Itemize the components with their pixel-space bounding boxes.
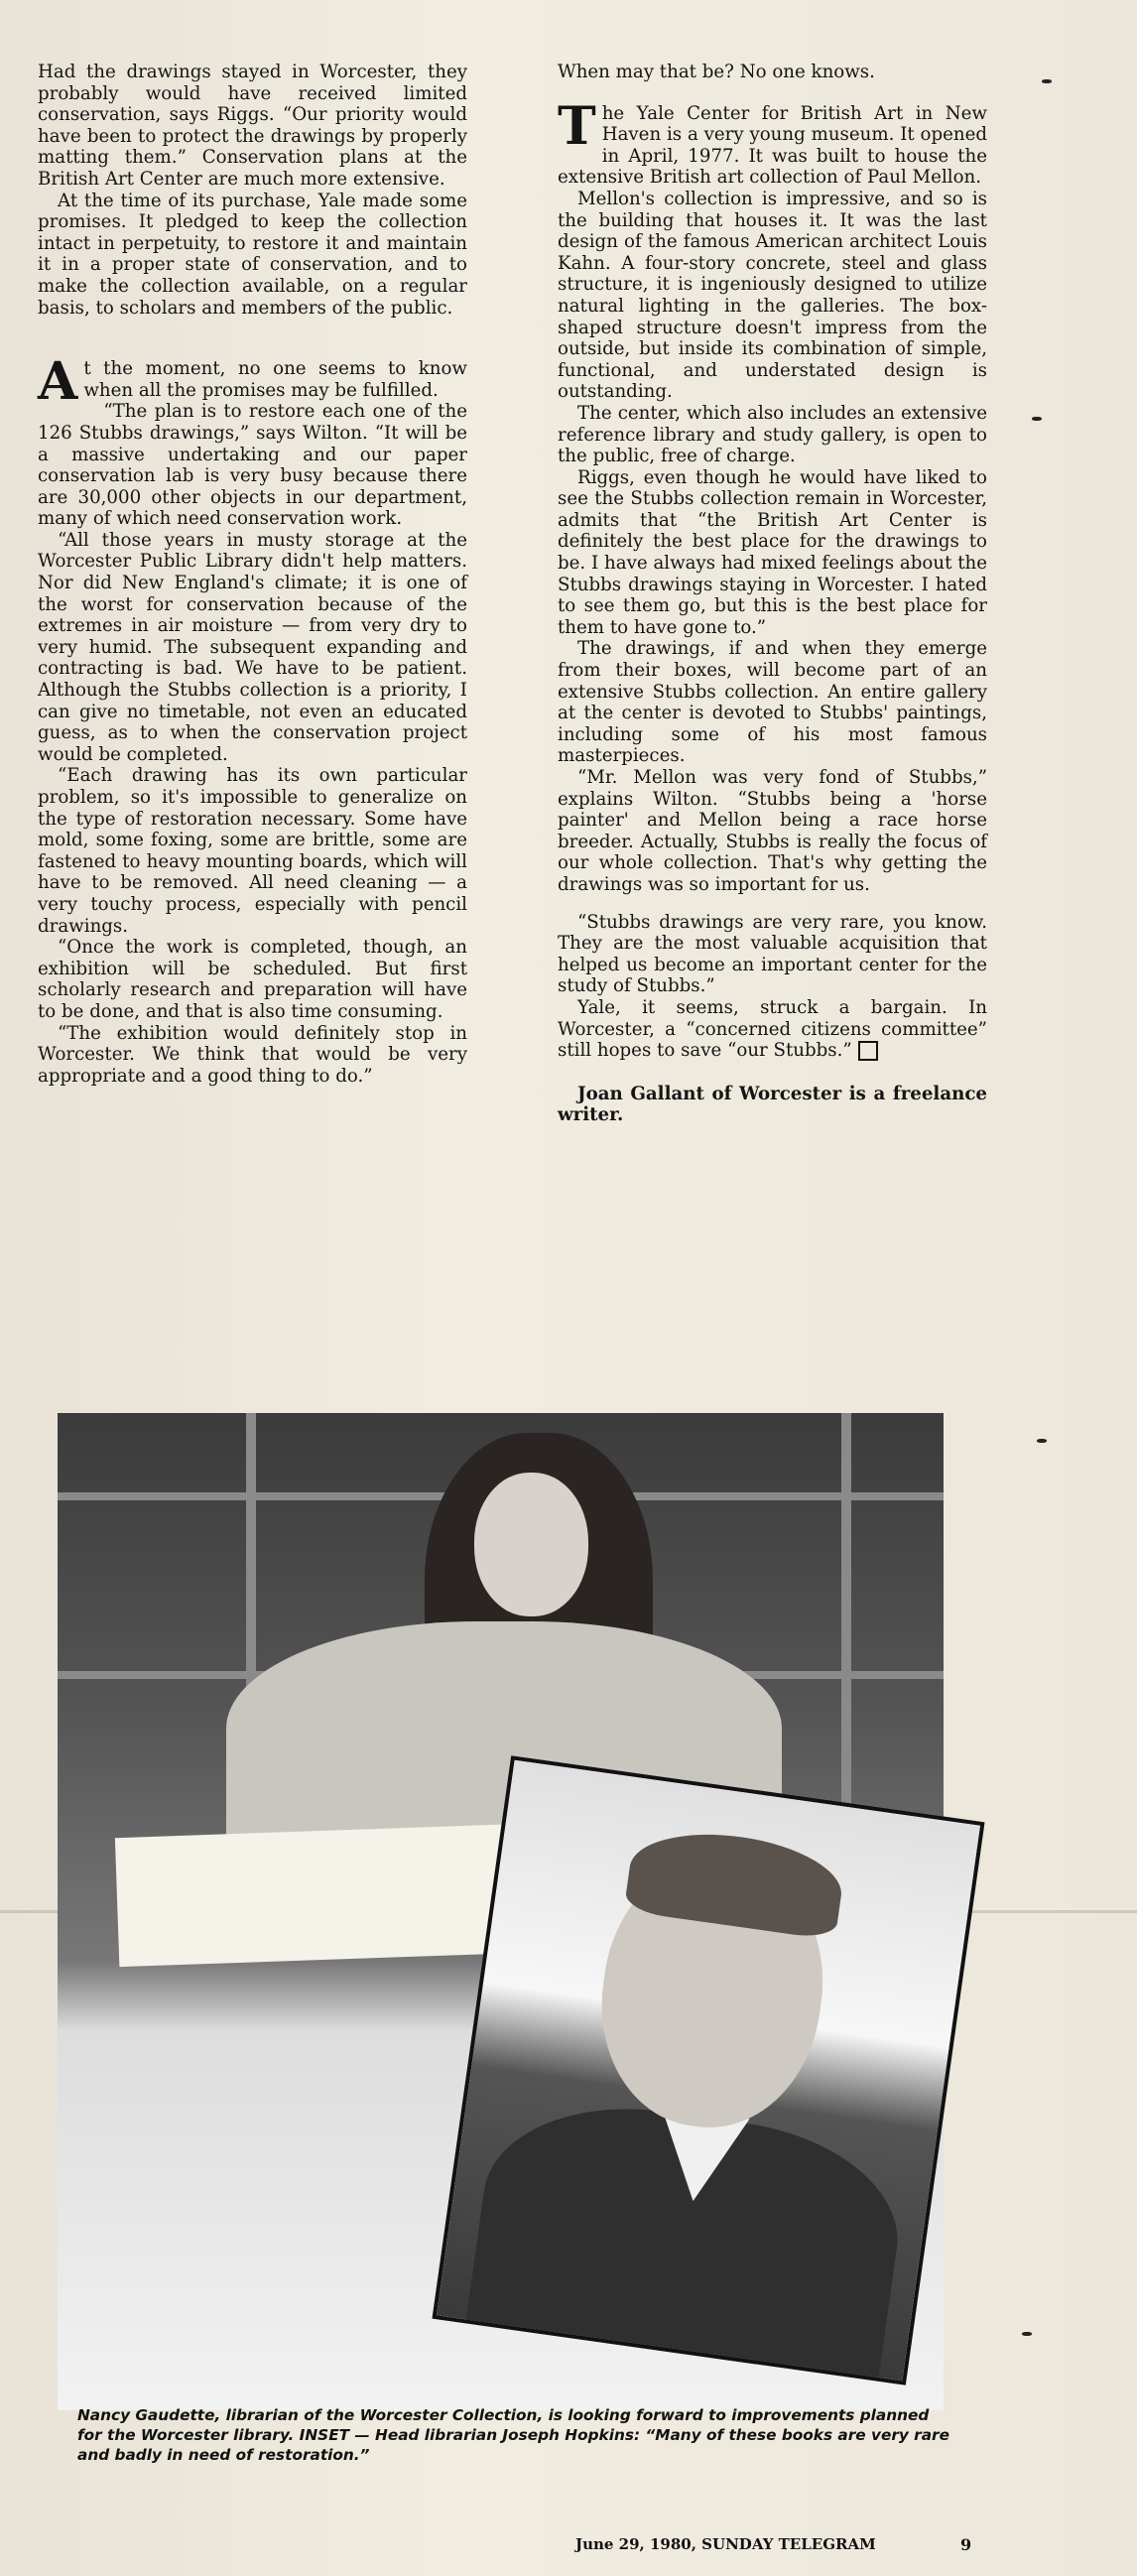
right-column [558, 62, 987, 1126]
paragraph: Mellon's collection is impressive, and so is the building that houses it. It was the last design of the famous American architect Louis Kahn. A four-story concrete, steel and glass structure, it is ingeniously designed to utilize natural lighting in the galleries. The box-shaped structure doesn't impress from the outside, but inside its combination of simple, functional, and understated design is outstanding. [558, 188, 987, 403]
paragraph-dropcap [38, 351, 467, 413]
dropcap: T [558, 95, 596, 157]
shelf-post [841, 1413, 851, 1810]
paragraph: “The plan is to restore each one of the 126 Stubbs drawings,” says Wilton. “It will be a massive undertaking and our paper conservation lab is very busy because there are 30,000 other objects in our department, many of which need conservation work. [38, 401, 467, 530]
librarian-face [474, 1473, 588, 1616]
paragraph: “Once the work is completed, though, an exhibition will be scheduled. But first scholarly research and preparation will have to be done, and that is also time consuming. [38, 937, 467, 1022]
paragraph: The center, which also includes an extensive reference library and study gallery, is open to the public, free of charge. [558, 402, 987, 467]
paragraph-final [558, 997, 987, 1062]
paragraph-text: he Yale Center for British Art in New Haven is a very young museum. It opened in April, 1977. It was built to house the extensive British art collection of Paul Mellon. [558, 102, 987, 189]
left-column [38, 62, 467, 1087]
photo-caption: Nancy Gaudette, librarian of the Worcester Collection, is looking forward to improvements planned for the Worcester library. INSET — Head librarian Joseph Hopkins: “Many of these books are very rare and badly in need of restoration.” [77, 2406, 949, 2464]
paragraph: At the time of its purchase, Yale made some promises. It pledged to keep the collection intact in perpetuity, to restore it and maintain it in a proper state of conservation, and to make the collection available, on a regular basis, to scholars and members of the public. [38, 190, 467, 319]
inset-photo [432, 1755, 984, 2385]
ink-speck [1032, 417, 1042, 421]
ink-speck [1037, 1439, 1047, 1443]
paragraph: When may that be? No one knows. [558, 62, 875, 82]
paragraph-text: Yale, it seems, struck a bargain. In Worcester, a “concerned citizens committee” still hopes to save “our Stubbs.” [558, 996, 987, 1062]
paragraph-text: t the moment, no one seems to know when all the promises may be fulfilled. [83, 358, 467, 401]
byline: Joan Gallant of Worcester is a freelance writer. [558, 1083, 987, 1126]
dropcap: A [38, 351, 78, 413]
paragraph: Had the drawings stayed in Worcester, they probably would have received limited conservation, says Riggs. “Our priority would have been to protect the drawings by properly matting them.” Conservation plans at the British Art Center are much more extensive. [38, 62, 467, 190]
paragraph-dropcap [558, 95, 987, 189]
paragraph: “The exhibition would definitely stop in Worcester. We think that would be very appropriate and a good thing to do.” [38, 1022, 467, 1087]
page-dateline: June 29, 1980, SUNDAY TELEGRAM [575, 2535, 876, 2553]
page-number: 9 [960, 2535, 972, 2554]
paragraph: “Each drawing has its own particular problem, so it's impossible to generalize on the type of restoration necessary. Some have mold, some foxing, some are brittle, some are fastened to heavy mounting boards, which will have to be removed. All need cleaning — a very touchy process, especially with pencil drawings. [38, 765, 467, 937]
paragraph: Riggs, even though he would have liked to see the Stubbs collection remain in Worcester, admits that “the British Art Center is definitely the best place for the drawings to be. I have always had mixed feelings about the Stubbs drawings staying in Worcester. I hated to see them go, but this is the best place for them to have gone to.” [558, 466, 987, 638]
ink-speck [1022, 2332, 1032, 2336]
paragraph: “All those years in musty storage at the Worcester Public Library didn't help matters. Nor did New England's climate; it is one of the worst for conservation because of the extremes in air moisture — from very dry to very humid. The subsequent expanding and contracting is bad. We have to be patient. Although the Stubbs collection is a priority, I can give no timetable, not even an educated guess, as to when the conservation project would be completed. [38, 529, 467, 765]
ink-speck [1042, 79, 1052, 83]
end-mark-icon [858, 1041, 878, 1061]
paragraph: “Mr. Mellon was very fond of Stubbs,” explains Wilton. “Stubbs being a 'horse painter' and Mellon being a race horse breeder. Actually, Stubbs is really the focus of our whole collection. That's why getting the drawings was so important for us. [558, 767, 987, 895]
paragraph: “Stubbs drawings are very rare, you know. They are the most valuable acquisition that helped us become an important center for the study of Stubbs.” [558, 911, 987, 997]
paragraph: The drawings, if and when they emerge from their boxes, will become part of an extensive Stubbs collection. An entire gallery at the center is devoted to Stubbs' paintings, including some of his most famous masterpieces. [558, 638, 987, 767]
